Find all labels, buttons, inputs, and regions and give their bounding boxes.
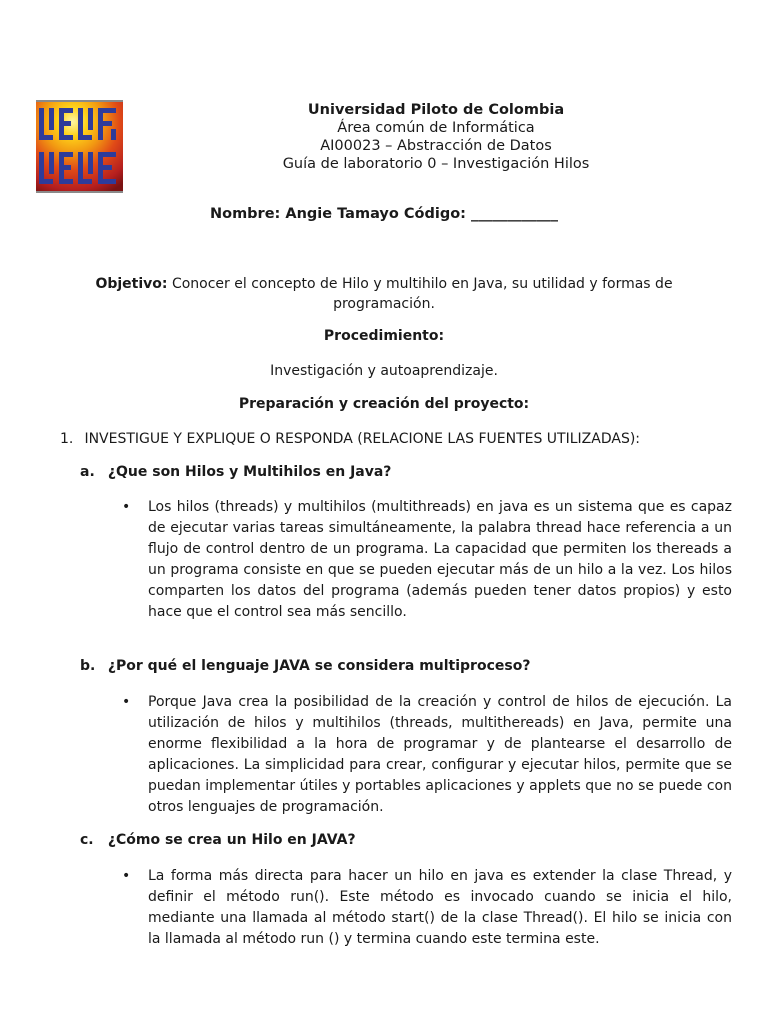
question-heading bbox=[80, 832, 356, 848]
guide-title: Guía de laboratorio 0 – Investigación Hilos bbox=[282, 156, 590, 172]
objective-text: Conocer el concepto de Hilo y multihilo en Java, su utilidad y formas de programación. bbox=[171, 276, 673, 312]
question-title: ¿Cómo se crea un Hilo en JAVA? bbox=[107, 832, 356, 848]
answer-bullet bbox=[122, 866, 732, 950]
document-header bbox=[180, 101, 692, 173]
instruction-text: INVESTIGUE Y EXPLIQUE O RESPONDA (RELACIONE LAS FUENTES UTILIZADAS): bbox=[84, 431, 641, 447]
answer-text: La forma más directa para hacer un hilo en java es extender la clase Thread, y definir el método run(). Este método es invocado cuando se inicia el hilo, mediante una llamada al método start() de la clase Thread(). El hilo se inicia con la llamada al método run () y termina cuando este termina este. bbox=[148, 868, 732, 947]
preparation-heading: Preparación y creación del proyecto: bbox=[238, 396, 530, 412]
answer-text: Porque Java crea la posibilidad de la creación y control de hilos de ejecución. La utilización de hilos y multihilos (threads, multithereads) en Java, permite una enorme flexibilidad a la hora de programar y de plantearse el desarrollo de aplicaciones. La simplicidad para crear, configurar y ejecutar hilos, permite que se puedan implementar útiles y portables aplicaciones y applets que no se puede con otros lenguajes de programación. bbox=[148, 694, 732, 815]
objective-label: Objetivo: bbox=[95, 276, 168, 292]
numbered-instruction bbox=[60, 431, 640, 447]
answer-text: Los hilos (threads) y multihilos (multithreads) en java es un sistema que es capaz de ejecutar varias tareas simultáneamente, la palabra thread hace referencia a un flujo de control dentro de un programa. La capacidad que permiten los thereads a un programa consiste en que se pueden ejecutar más de un hilo a la vez. Los hilos comparten los datos del programa (además pueden tener datos propios) y esto hace que el control sea más sencillo. bbox=[148, 499, 732, 620]
course-name: AI00023 – Abstracción de Datos bbox=[320, 138, 552, 154]
instruction-number: 1. bbox=[60, 431, 74, 447]
procedure-heading: Procedimiento: bbox=[323, 328, 445, 344]
bullet-icon: • bbox=[122, 694, 131, 710]
student-name-line: Nombre: Angie Tamayo Código: ____________ bbox=[209, 206, 559, 222]
bullet-icon: • bbox=[122, 499, 131, 515]
answer-bullet bbox=[122, 497, 732, 623]
question-title: ¿Que son Hilos y Multihilos en Java? bbox=[107, 464, 392, 480]
procedure-text: Investigación y autoaprendizaje. bbox=[270, 363, 498, 379]
university-name: Universidad Piloto de Colombia bbox=[307, 102, 565, 118]
bullet-icon: • bbox=[122, 868, 131, 884]
question-letter: a. bbox=[80, 464, 95, 480]
university-logo bbox=[36, 100, 123, 193]
objective-paragraph bbox=[60, 274, 708, 314]
question-heading bbox=[80, 464, 391, 480]
area-name: Área común de Informática bbox=[337, 120, 535, 136]
question-letter: c. bbox=[80, 832, 94, 848]
question-letter: b. bbox=[80, 658, 96, 674]
answer-bullet bbox=[122, 692, 732, 818]
question-heading bbox=[80, 658, 530, 674]
question-title: ¿Por qué el lenguaje JAVA se considera multiproceso? bbox=[107, 658, 531, 674]
